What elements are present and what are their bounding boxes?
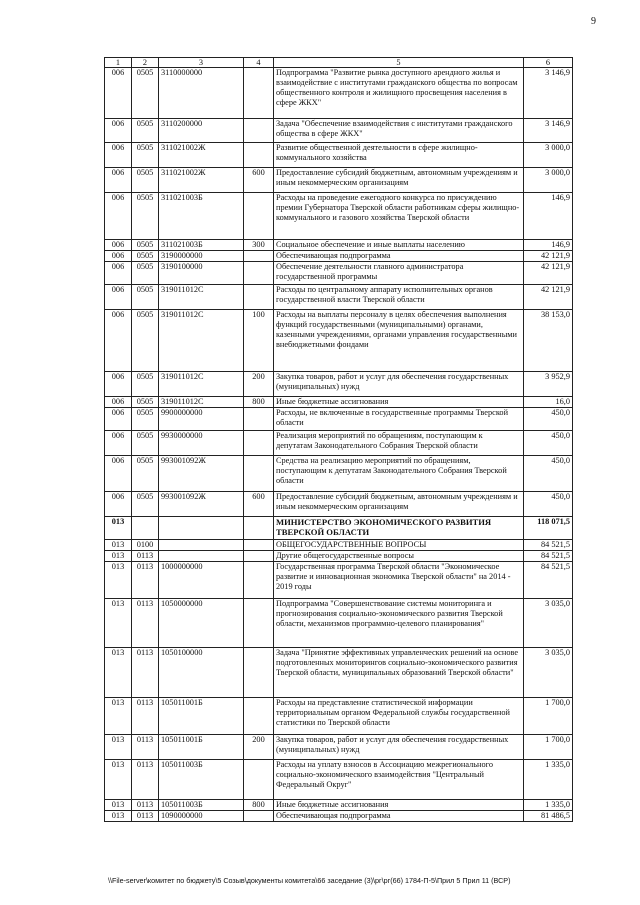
column-header: 4 [244,58,274,68]
cell-c3 [159,551,244,562]
table-row [105,408,573,431]
cell-c3: 1000000000 [159,562,244,599]
cell-c1: 013 [105,800,132,811]
cell-c3: 319011012С [159,285,244,310]
cell-c2: 0505 [132,397,159,408]
cell-c1: 013 [105,698,132,735]
cell-c6: 450,0 [524,431,573,456]
cell-c1: 013 [105,517,132,540]
cell-c4: 200 [244,372,274,397]
cell-c3 [159,540,244,551]
cell-c6: 1 335,0 [524,800,573,811]
table-row [105,397,573,408]
table-row [105,68,573,119]
cell-c6: 1 700,0 [524,698,573,735]
cell-c4 [244,143,274,168]
cell-c3: 319011012С [159,310,244,372]
cell-c5: Обеспечивающая подпрограмма [274,251,524,262]
cell-c5: Задача "Принятие эффективных управленческих решений на основе подготовленных мониторингов социально-экономического развития Тверской области, муниципальных образований Тверской области" [274,648,524,698]
table-row [105,310,573,372]
cell-c5: Социальное обеспечение и иные выплаты населению [274,240,524,251]
cell-c5: Обеспечение деятельности главного администратора государственной программы [274,262,524,285]
cell-c5: Расходы на выплаты персоналу в целях обеспечения выполнения функций государственными (муниципальными) органами, казенными учреждениями, органами управления государственными внебюджетными фондами [274,310,524,372]
cell-c2: 0113 [132,698,159,735]
cell-c6: 450,0 [524,408,573,431]
table-row [105,599,573,648]
cell-c1: 006 [105,68,132,119]
cell-c2 [132,517,159,540]
cell-c5: Подпрограмма "Развитие рынка доступного арендного жилья и взаимодействие с институтами гражданского общества по вопросам общественного контроля и жилищного просвещения населения в сфере ЖКХ" [274,68,524,119]
cell-c5: Другие общегосударственные вопросы [274,551,524,562]
cell-c2: 0505 [132,285,159,310]
cell-c6: 42 121,9 [524,262,573,285]
cell-c4 [244,431,274,456]
cell-c2: 0100 [132,540,159,551]
cell-c6: 450,0 [524,492,573,517]
cell-c2: 0505 [132,310,159,372]
table-row [105,698,573,735]
cell-c5: Подпрограмма "Совершенствование системы мониторинга и прогнозирования социально-экономического развития Тверской области, механизмов программно-целевого планирования" [274,599,524,648]
cell-c5: Задача "Обеспечение взаимодействия с институтами гражданского общества в сфере ЖКХ" [274,119,524,143]
table-row [105,262,573,285]
table-row [105,800,573,811]
table-row [105,540,573,551]
cell-c4: 600 [244,168,274,193]
cell-c6: 84 521,5 [524,540,573,551]
cell-c4 [244,68,274,119]
cell-c4 [244,285,274,310]
cell-c5: Государственная программа Тверской области "Экономическое развитие и инновационная экономика Тверской области" на 2014 - 2019 годы [274,562,524,599]
cell-c3: 105011001Б [159,698,244,735]
table-body [105,68,573,822]
table-row [105,193,573,240]
cell-c6: 3 146,9 [524,119,573,143]
column-header: 6 [524,58,573,68]
cell-c1: 006 [105,168,132,193]
table-row [105,285,573,310]
cell-c1: 013 [105,760,132,800]
cell-c1: 006 [105,193,132,240]
cell-c5: Предоставление субсидий бюджетным, автономным учреждениям и иным некоммерческим организациям [274,168,524,193]
table-row [105,119,573,143]
table-row [105,760,573,800]
table-row [105,240,573,251]
table-row [105,562,573,599]
cell-c6: 38 153,0 [524,310,573,372]
cell-c3: 311021002Ж [159,168,244,193]
cell-c4 [244,408,274,431]
table-row [105,551,573,562]
cell-c3: 319011012С [159,397,244,408]
cell-c1: 006 [105,372,132,397]
table-row [105,811,573,822]
cell-c4 [244,262,274,285]
cell-c6: 3 035,0 [524,648,573,698]
cell-c1: 006 [105,251,132,262]
cell-c6: 1 700,0 [524,735,573,760]
cell-c3: 319011012С [159,372,244,397]
cell-c2: 0505 [132,262,159,285]
cell-c1: 006 [105,408,132,431]
cell-c1: 006 [105,262,132,285]
cell-c3: 3190100000 [159,262,244,285]
cell-c5: ОБЩЕГОСУДАРСТВЕННЫЕ ВОПРОСЫ [274,540,524,551]
cell-c6: 16,0 [524,397,573,408]
column-header: 1 [105,58,132,68]
cell-c3: 311021003Б [159,193,244,240]
cell-c1: 006 [105,119,132,143]
cell-c3: 105011003Б [159,800,244,811]
cell-c4 [244,698,274,735]
cell-c1: 006 [105,240,132,251]
budget-table [104,57,573,822]
cell-c2: 0505 [132,119,159,143]
cell-c5: Предоставление субсидий бюджетным, автономным учреждениям и иным некоммерческим организациям [274,492,524,517]
cell-c2: 0505 [132,456,159,492]
cell-c5: Иные бюджетные ассигнования [274,800,524,811]
cell-c2: 0113 [132,648,159,698]
cell-c4 [244,551,274,562]
cell-c2: 0505 [132,431,159,456]
cell-c2: 0505 [132,372,159,397]
cell-c6: 118 071,5 [524,517,573,540]
cell-c4: 300 [244,240,274,251]
cell-c6: 3 000,0 [524,168,573,193]
cell-c1: 013 [105,735,132,760]
table-row [105,517,573,540]
cell-c4 [244,193,274,240]
cell-c2: 0113 [132,811,159,822]
cell-c1: 013 [105,551,132,562]
cell-c6: 42 121,9 [524,285,573,310]
cell-c6: 3 952,9 [524,372,573,397]
cell-c6: 146,9 [524,193,573,240]
cell-c1: 006 [105,492,132,517]
cell-c4 [244,251,274,262]
cell-c5: Расходы на представление статистической информации территориальным органом Федеральной службы государственной статистики по Тверской области [274,698,524,735]
cell-c5: Расходы на проведение ежегодного конкурса по присуждению премии Губернатора Тверской области работникам сферы жилищно-коммунального и газового хозяйства Тверской области [274,193,524,240]
cell-c2: 0113 [132,551,159,562]
cell-c3: 311021002Ж [159,143,244,168]
cell-c4 [244,119,274,143]
cell-c4 [244,517,274,540]
cell-c1: 006 [105,143,132,168]
table-row [105,735,573,760]
cell-c3: 993001092Ж [159,492,244,517]
cell-c4: 800 [244,397,274,408]
cell-c6: 450,0 [524,456,573,492]
column-header: 3 [159,58,244,68]
cell-c1: 013 [105,562,132,599]
cell-c5: Средства на реализацию мероприятий по обращениям, поступающим к депутатам Законодательного Собрания Тверской области [274,456,524,492]
cell-c5: Расходы на уплату взносов в Ассоциацию межрегионального социально-экономического взаимодействия "Центральный Федеральный Округ" [274,760,524,800]
cell-c4: 200 [244,735,274,760]
cell-c3: 3110000000 [159,68,244,119]
table-row [105,648,573,698]
cell-c2: 0505 [132,492,159,517]
cell-c1: 006 [105,431,132,456]
cell-c3: 105011001Б [159,735,244,760]
cell-c6: 1 335,0 [524,760,573,800]
cell-c4 [244,648,274,698]
cell-c2: 0505 [132,168,159,193]
cell-c3: 3110200000 [159,119,244,143]
cell-c1: 006 [105,456,132,492]
cell-c2: 0505 [132,143,159,168]
cell-c5: Закупка товаров, работ и услуг для обеспечения государственных (муниципальных) нужд [274,735,524,760]
cell-c6: 84 521,5 [524,551,573,562]
cell-c2: 0505 [132,251,159,262]
cell-c3: 1050100000 [159,648,244,698]
cell-c5: Расходы по центральному аппарату исполнительных органов государственной власти Тверской области [274,285,524,310]
cell-c2: 0505 [132,68,159,119]
cell-c6: 3 035,0 [524,599,573,648]
cell-c6: 84 521,5 [524,562,573,599]
column-header: 5 [274,58,524,68]
cell-c3: 3190000000 [159,251,244,262]
cell-c4 [244,760,274,800]
page-number: 9 [591,16,596,27]
table-row [105,431,573,456]
cell-c6: 3 000,0 [524,143,573,168]
cell-c3: 9930000000 [159,431,244,456]
table-header-row [105,58,573,68]
cell-c2: 0113 [132,735,159,760]
cell-c5: Иные бюджетные ассигнования [274,397,524,408]
cell-c2: 0505 [132,240,159,251]
cell-c1: 013 [105,648,132,698]
cell-c2: 0113 [132,562,159,599]
cell-c2: 0113 [132,800,159,811]
cell-c4 [244,540,274,551]
table-row [105,168,573,193]
cell-c2: 0505 [132,408,159,431]
table-row [105,456,573,492]
cell-c4: 800 [244,800,274,811]
column-header: 2 [132,58,159,68]
cell-c1: 006 [105,285,132,310]
cell-c4: 100 [244,310,274,372]
cell-c2: 0113 [132,599,159,648]
table-row [105,492,573,517]
cell-c4: 600 [244,492,274,517]
cell-c6: 3 146,9 [524,68,573,119]
cell-c1: 013 [105,811,132,822]
cell-c6: 81 486,5 [524,811,573,822]
cell-c5: Обеспечивающая подпрограмма [274,811,524,822]
cell-c3: 1050000000 [159,599,244,648]
cell-c2: 0505 [132,193,159,240]
cell-c1: 013 [105,540,132,551]
cell-c6: 146,9 [524,240,573,251]
cell-c5: Закупка товаров, работ и услуг для обеспечения государственных (муниципальных) нужд [274,372,524,397]
cell-c5: МИНИСТЕРСТВО ЭКОНОМИЧЕСКОГО РАЗВИТИЯ ТВЕРСКОЙ ОБЛАСТИ [274,517,524,540]
cell-c5: Развитие общественной деятельности в сфере жилищно-коммунального хозяйства [274,143,524,168]
cell-c5: Реализация мероприятий по обращениям, поступающим к депутатам Законодательного Собрания Тверской области [274,431,524,456]
cell-c3 [159,517,244,540]
cell-c1: 006 [105,397,132,408]
cell-c4 [244,599,274,648]
cell-c3: 1090000000 [159,811,244,822]
cell-c3: 105011003Б [159,760,244,800]
file-path-footer: \\File-server\комитет по бюджету\5 Созыв\документы комитета\66 заседание (3)\рг\рг(66) 1784-П-5\Прил 5 Прил 11 (ВСР) [108,876,511,885]
cell-c1: 006 [105,310,132,372]
cell-c6: 42 121,9 [524,251,573,262]
cell-c4 [244,562,274,599]
cell-c3: 993001092Ж [159,456,244,492]
cell-c2: 0113 [132,760,159,800]
cell-c1: 013 [105,599,132,648]
table-row [105,143,573,168]
cell-c3: 9900000000 [159,408,244,431]
table-row [105,372,573,397]
cell-c4 [244,811,274,822]
cell-c5: Расходы, не включенные в государственные программы Тверской области [274,408,524,431]
cell-c4 [244,456,274,492]
table-row [105,251,573,262]
cell-c3: 311021003Б [159,240,244,251]
